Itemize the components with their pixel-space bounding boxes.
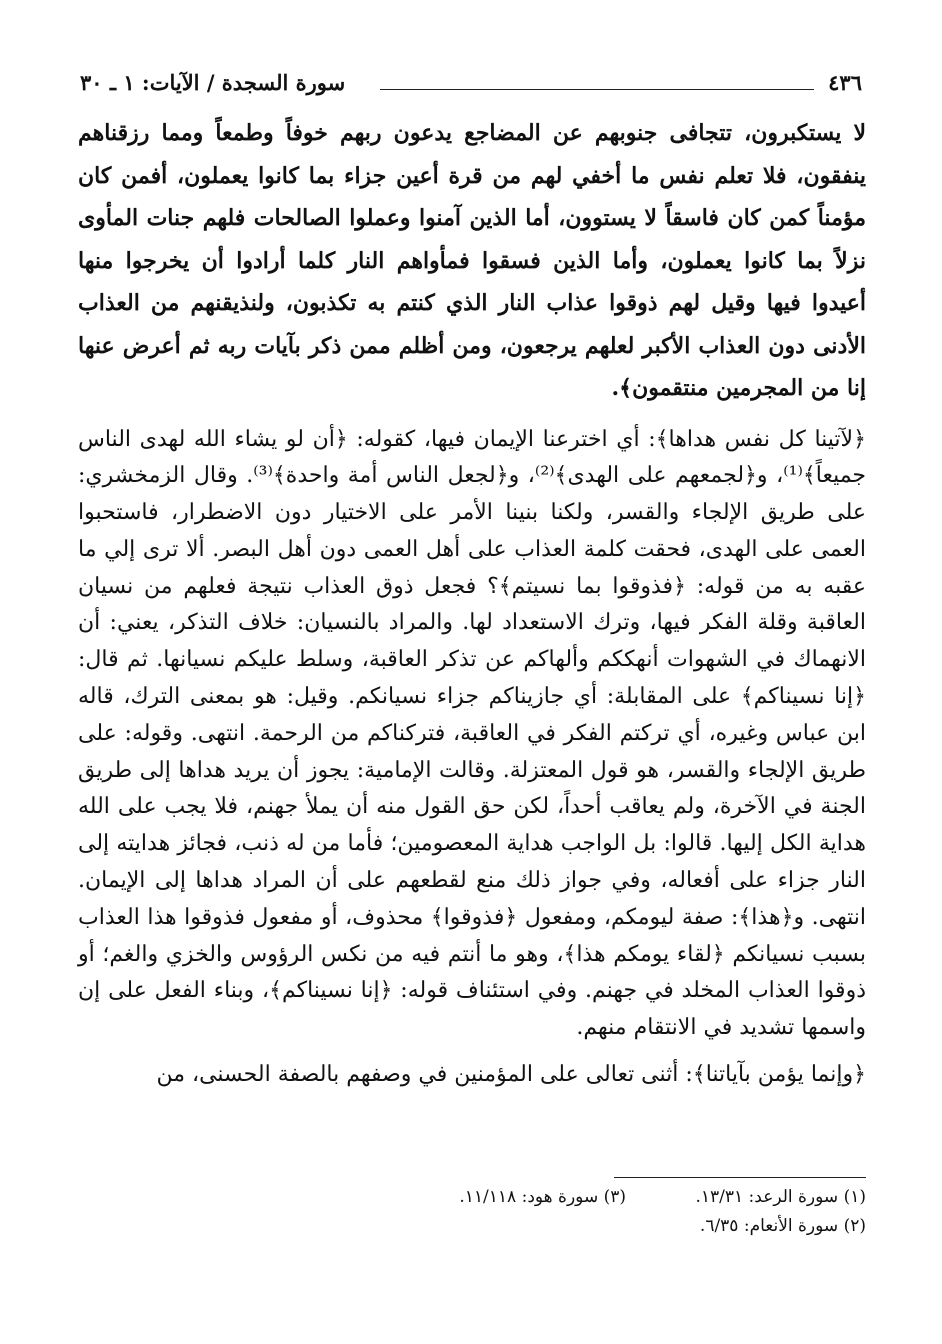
footnote-3: (٣) سورة هود: ١١/١١٨. — [459, 1187, 626, 1207]
footnote-row — [78, 1183, 866, 1212]
quran-verse-text: لا يستكبرون، تتجافى جنوبهم عن المضاجع يدعون ربهم خوفاً وطمعاً ومما رزقناهم ينفقون، فلا تعلم نفس ما أخفي لهم من قرة أعين جزاء بما كانوا يعملون، أفمن كان مؤمناً كمن كان فاسقاً لا يستوون، أما الذين آمنوا وعملوا الصالحات فلهم جنات المأوى نزلاً بما كانوا يعملون، وأما الذين فسقوا فمأواهم النار كلما أرادوا أن يخرجوا منها أعيدوا فيها وقيل لهم ذوقوا عذاب النار الذي كنتم به تكذبون، ولنذيقنهم من العذاب الأدنى دون العذاب الأكبر لعلهم يرجعون، ومن أظلم ممن ذكر بآيات ربه ثم أعرض عنها إنا من المجرمين منتقمون﴾. — [78, 120, 866, 401]
header-rule — [380, 89, 814, 90]
footnote-row — [78, 1212, 866, 1241]
commentary-paragraph: ﴿لآتينا كل نفس هداها﴾: أي اخترعنا الإيمان فيها، كقوله: ﴿أن لو يشاء الله لهدى الناس جميعاً﴾⁽¹⁾، و﴿لجمعهم على الهدى﴾⁽²⁾، و﴿لجعل الناس أمة واحدة﴾⁽³⁾. وقال الزمخشري: على طريق الإلجاء والقسر، ولكنا بنينا الأمر على الاختيار دون الاضطرار، فاستحبوا العمى على الهدى، فحقت كلمة العذاب على أهل العمى دون أهل البصر. ألا ترى إلي ما عقبه به من قوله: ﴿فذوقوا بما نسيتم﴾؟ فجعل ذوق العذاب نتيجة فعلهم من نسيان العاقبة وقلة الفكر فيها، وترك الاستعداد لها. والمراد بالنسيان: خلاف التذكر، يعني: أن الانهماك في الشهوات أنهككم وألهاكم عن تذكر العاقبة، وسلط عليكم نسيانها. ثم قال: ﴿إنا نسيناكم﴾ على المقابلة: أي جازيناكم جزاء نسيانكم. وقيل: هو بمعنى الترك، قاله ابن عباس وغيره، أي تركتم الفكر في العاقبة، فتركناكم من الرحمة. انتهى. وقوله: على طريق الإلجاء والقسر، هو قول المعتزلة. وقالت الإمامية: يجوز أن يريد هداها إلى طريق الجنة في الآخرة، ولم يعاقب أحداً، لكن حق القول منه أن يملأ جهنم، فلا يجب على الله هداية الكل إليها. قالوا: بل الواجب هداية المعصومين؛ فأما من له ذنب، فجائز هدايته إلى النار جزاء على أفعاله، وفي جواز ذلك منع لقطعهم على أن المراد هداها إلى الإيمان. انتهى. و﴿هذا﴾: صفة ليومكم، ومفعول ﴿فذوقوا﴾ محذوف، أو مفعول فذوقوا هذا العذاب بسبب نسيانكم ﴿لقاء يومكم هذا﴾، وهو ما أنتم فيه من نكس الرؤوس والخزي والغم؛ أو ذوقوا العذاب المخلد في جهنم. وفي استئناف قوله: ﴿إنا نسيناكم﴾، وبناء الفعل على إن واسمها تشديد في الانتقام منهم. — [78, 426, 867, 1041]
footnote-2: (٢) سورة الأنعام: ٦/٣٥. — [699, 1216, 866, 1236]
footnote-1: (١) سورة الرعد: ١٣/٣١. — [695, 1187, 866, 1207]
page-header — [80, 66, 862, 100]
footnote-rule — [614, 1177, 866, 1178]
page-number: ٤٣٦ — [828, 70, 862, 95]
page-body — [78, 112, 866, 1094]
running-title: سورة السجدة / الآيات: ١ ـ ٣٠ — [80, 70, 346, 95]
commentary-paragraph-continued: ﴿وإنما يؤمن بآياتنا﴾: أثنى تعالى على المؤمنين في وصفهم بالصفة الحسنى، من — [156, 1062, 866, 1088]
footnotes — [78, 1183, 866, 1241]
